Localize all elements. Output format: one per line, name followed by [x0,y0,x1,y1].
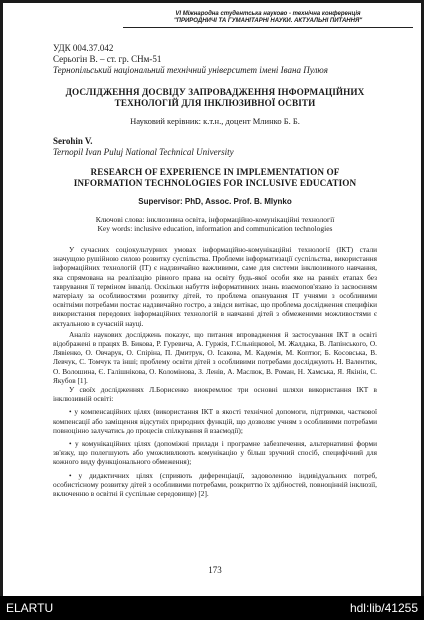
keywords [53,215,377,233]
footer-handle-link[interactable]: hdl:lib/41255 [349,601,418,615]
ua-supervisor: Науковий керівник: к.т.н., доцент Млинко Б. Б. [130,116,300,126]
bullet-compensatory: • у компенсаційних цілях (використання ІКТ в якості технічної допомоги, підтримки, часткової компенсації або заміщення відсутніх природних функцій, що дозволяє учням з особливими потребами повноцінно залучатись до процесів спілкування й взаємодії); [53,407,377,435]
keywords-ua: Ключові слова: інклюзивна освіта, інформаційно-комунікаційні технології [95,215,335,224]
paragraph-3: У своїх дослідженнях Л.Борисенко виокремлює три основні шляхи використання ІКТ в інклюзивній освіті: [53,385,377,404]
ua-meta [53,43,377,76]
article-body [53,245,377,498]
bullet-communication: • у комунікаційних цілях (допоміжні прилади і програмне забезпечення, альтернативні форми зв'язку, що полегшують або уможливлюють комунікацію у більш зручний спосіб, специфічний для кожного виду функціонального обмеження); [53,439,377,467]
page-number: 173 [208,565,222,575]
ua-title-line1: ДОСЛІДЖЕННЯ ДОСВІДУ ЗАПРОВАДЖЕННЯ ІНФОРМАЦІЙНИХ [65,87,365,97]
en-author: Serohin V. [53,136,93,146]
keywords-en: Key words: inclusive education, information and communication technologies [97,224,333,233]
conference-line1: VI Міжнародна студентська науково - технічна конференція [175,11,361,17]
conference-line2: "ПРИРОДНИЧІ ТА ГУМАНІТАРНІ НАУКИ. АКТУАЛЬНІ ПИТАННЯ" [173,18,363,24]
footer-repository-label: ELARTU [6,601,54,615]
ua-title-line2: ТЕХНОЛОГІЙ ДЛЯ ІНКЛЮЗИВНОЇ ОСВІТИ [114,98,316,108]
paragraph-2: Аналіз наукових досліджень показує, що питання впровадження й застосування ІКТ в освіті відображені в працях В. Бикова, Р. Гуревича, А. Гуржія, Г.Сльніцкової, М. Жалдака, В. Лапінського, О. Лявіенко, О. Овчарук, О. Спіріна, П. Дмитрук, О. Ісакова, М. Кадемія, М. Коптюг, Б. Косовська, В. Левчук, С. Томчук та інші; проблему освіти дітей з особливими потребами досліджують Н. Валентик, О. Волошина, Є. Галішнікова, О. Коломінова, З. Ленів, А. Маслюк, В. Роман, Н. Хамська, Я. Якінін, С. Якубов [1]. [53,329,377,385]
conference-header [123,11,413,25]
header-rule [123,27,413,28]
ua-title [53,87,377,109]
ua-affiliation: Тернопільський національний технічний університет імені Івана Пулюя [53,65,328,75]
footer-bar [0,596,424,620]
en-affiliation: Ternopil Ivan Puluj National Technical University [53,147,234,157]
ua-author: Серьогін В. – ст. гр. СНм-51 [53,54,162,64]
paragraph-1: У сучасних соціокультурних умовах інформаційно-комунікаційні технології (ІКТ) стали значущою рушійною силою розвитку суспільства. Проблеми інформатизації суспільства, використання інформаційних технологій (ІТ) є надзвичайно важливими, саме для системи інклюзивного навчання, яка спрямована на реалізацію рівного права на освіту будь-якої особи яке на ранніх етапах без таврування її терміном інвалід. Оскільки набуття інформативних знань взаємопов'язано із засвоєнням матеріалу за особливостями розвитку дітей, то проблема опанування ІТ учнями з особливими освітніми потребами постає надзвичайно гостро, а звідси витікає, що проблема дослідження специфіки використання передових інформаційних технологій в навчанні дітей з обмеженими можливостями є актуальною в сучасній науці. [53,245,377,328]
bullet-didactic: • у дидактичних цілях (сприяють диференціації, задоволенню індивідуальних потреб, особистісному розвитку дітей з особливими потребами, розкриттю їх здібностей, повноцінній інклюзії, включенню в освітні й суспільне середовище) [2]. [53,470,377,499]
en-title-line2: INFORMATION TECHNOLOGIES FOR INCLUSIVE EDUCATION [73,178,357,188]
en-title-line1: RESEARCH OF EXPERIENCE IN IMPLEMENTATION OF [90,167,340,177]
en-supervisor: Supervisor: PhD, Assoc. Prof. B. Mlynko [138,197,292,206]
en-meta [53,136,377,158]
en-title [53,167,377,189]
udc-code: УДК 004.37.042 [53,43,114,53]
